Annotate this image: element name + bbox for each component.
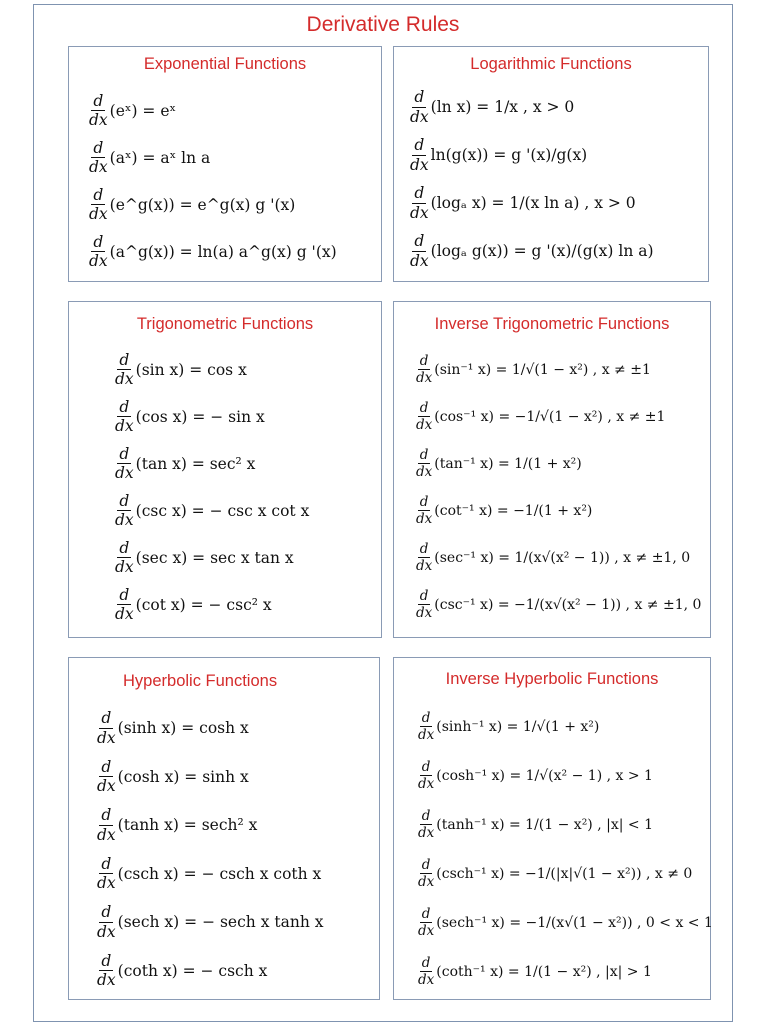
rule-list xyxy=(113,346,375,628)
ddx-operator: $\frac{d}{dx}$ xyxy=(418,709,435,743)
rule-expression: (sin⁻¹ x) = 1/√(1 − x²) , x ≠ ±1 xyxy=(434,361,651,378)
ddx-operator: $\frac{d}{dx}$ xyxy=(97,709,116,747)
rule-expression: (coth⁻¹ x) = 1/(1 − x²) , |x| > 1 xyxy=(436,963,652,980)
rule xyxy=(408,179,706,227)
ddx-operator: $\frac{d}{dx}$ xyxy=(89,185,108,223)
rule-expression: (csc⁻¹ x) = −1/(x√(x² − 1)) , x ≠ ±1, 0 xyxy=(434,596,702,613)
section-title: Inverse Hyperbolic Functions xyxy=(445,670,659,688)
rule-expression: (sec⁻¹ x) = 1/(x√(x² − 1)) , x ≠ ±1, 0 xyxy=(434,549,691,566)
rule xyxy=(408,83,706,131)
ddx-operator: $\frac{d}{dx}$ xyxy=(115,444,134,482)
derivative-rules-sheet xyxy=(33,4,733,1022)
ddx-operator: $\frac{d}{dx}$ xyxy=(115,350,134,388)
rule xyxy=(416,849,708,898)
rule-expression: (cot x) = − csc² x xyxy=(135,595,272,614)
rule-expression: (cos x) = − sin x xyxy=(135,407,265,426)
rule-list xyxy=(408,83,706,275)
ddx-operator: $\frac{d}{dx}$ xyxy=(115,538,134,576)
rule-expression: (a^g(x)) = ln(a) a^g(x) g '(x) xyxy=(109,242,337,261)
ddx-operator: $\frac{d}{dx}$ xyxy=(418,905,435,939)
section-title: Hyperbolic Functions xyxy=(123,672,278,690)
rule-expression: (eˣ) = eˣ xyxy=(109,101,177,120)
section-logarithmic xyxy=(393,46,709,282)
rule xyxy=(87,134,377,181)
rule-expression: (sinh⁻¹ x) = 1/√(1 + x²) xyxy=(436,718,600,735)
rule-expression: (cosh⁻¹ x) = 1/√(x² − 1) , x > 1 xyxy=(436,767,653,784)
ddx-operator: $\frac{d}{dx}$ xyxy=(416,399,433,433)
rule-expression: (tanh x) = sech² x xyxy=(117,816,258,835)
rule-expression: (coth x) = − csch x xyxy=(117,961,268,980)
section-title: Logarithmic Functions xyxy=(470,55,632,73)
ddx-operator: $\frac{d}{dx}$ xyxy=(418,758,435,792)
ddx-operator: $\frac{d}{dx}$ xyxy=(410,232,429,270)
rule xyxy=(113,393,375,440)
rule xyxy=(87,87,377,134)
ddx-operator: $\frac{d}{dx}$ xyxy=(416,352,433,386)
rule xyxy=(95,753,377,802)
rule xyxy=(416,947,708,996)
page-title: Derivative Rules xyxy=(306,13,460,36)
rule xyxy=(113,346,375,393)
rule-expression: (logₐ x) = 1/(x ln a) , x > 0 xyxy=(430,194,636,212)
ddx-operator: $\frac{d}{dx}$ xyxy=(89,138,108,176)
ddx-operator: $\frac{d}{dx}$ xyxy=(97,854,116,893)
rule xyxy=(416,898,713,947)
rule-list xyxy=(87,87,377,275)
rule xyxy=(414,346,708,393)
section-hyperbolic xyxy=(68,657,380,1000)
section-inverse-trigonometric xyxy=(393,301,711,638)
rule-expression: (csc x) = − csc x cot x xyxy=(135,501,310,520)
ddx-operator: $\frac{d}{dx}$ xyxy=(97,757,116,796)
ddx-operator: $\frac{d}{dx}$ xyxy=(418,856,435,890)
ddx-operator: $\frac{d}{dx}$ xyxy=(89,232,108,270)
ddx-operator: $\frac{d}{dx}$ xyxy=(115,397,134,435)
ddx-operator: $\frac{d}{dx}$ xyxy=(416,446,433,480)
ddx-operator: $\frac{d}{dx}$ xyxy=(97,903,116,941)
rule-expression: (sin x) = cos x xyxy=(135,360,247,379)
ddx-operator: $\frac{d}{dx}$ xyxy=(416,540,433,574)
ddx-operator: $\frac{d}{dx}$ xyxy=(410,136,429,174)
rule-expression: (csch⁻¹ x) = −1/(|x|√(1 − x²)) , x ≠ 0 xyxy=(436,865,693,882)
rule-expression: ln(g(x)) = g '(x)/g(x) xyxy=(430,146,588,164)
rule-expression: (logₐ g(x)) = g '(x)/(g(x) ln a) xyxy=(430,242,654,260)
rule-expression: (sech x) = − sech x tanh x xyxy=(117,913,324,932)
rule-expression: (tan⁻¹ x) = 1/(1 + x²) xyxy=(434,455,582,472)
rule-expression: (e^g(x)) = e^g(x) g '(x) xyxy=(109,195,296,214)
ddx-operator: $\frac{d}{dx}$ xyxy=(89,91,108,129)
rule-expression: (tan x) = sec² x xyxy=(135,454,256,473)
rule-expression: (cos⁻¹ x) = −1/√(1 − x²) , x ≠ ±1 xyxy=(434,408,666,425)
rule-expression: (sinh x) = cosh x xyxy=(117,719,249,738)
rule-list xyxy=(416,702,713,996)
rule-expression: (ln x) = 1/x , x > 0 xyxy=(430,98,575,116)
rule xyxy=(113,440,375,487)
rule-expression: (tanh⁻¹ x) = 1/(1 − x²) , |x| < 1 xyxy=(436,816,653,833)
rule xyxy=(95,801,377,850)
rule-expression: (cosh x) = sinh x xyxy=(117,767,249,786)
ddx-operator: $\frac{d}{dx}$ xyxy=(115,491,134,529)
rule xyxy=(87,181,377,228)
rule xyxy=(95,704,377,753)
rule xyxy=(414,534,708,581)
rule xyxy=(408,227,706,275)
ddx-operator: $\frac{d}{dx}$ xyxy=(97,951,116,990)
rule xyxy=(113,581,375,628)
section-title: Trigonometric Functions xyxy=(136,315,314,333)
section-title: Inverse Trigonometric Functions xyxy=(434,315,670,333)
ddx-operator: $\frac{d}{dx}$ xyxy=(410,184,429,222)
rule xyxy=(95,898,377,947)
rule xyxy=(416,800,708,849)
ddx-operator: $\frac{d}{dx}$ xyxy=(97,806,116,844)
rule xyxy=(95,947,377,996)
rule xyxy=(416,751,708,800)
rule xyxy=(414,393,708,440)
ddx-operator: $\frac{d}{dx}$ xyxy=(418,807,435,841)
ddx-operator: $\frac{d}{dx}$ xyxy=(410,88,429,126)
rule xyxy=(87,228,377,275)
rule xyxy=(414,581,708,628)
rule xyxy=(113,534,375,581)
rule xyxy=(414,487,708,534)
ddx-operator: $\frac{d}{dx}$ xyxy=(115,585,134,623)
rule-list xyxy=(95,704,377,995)
ddx-operator: $\frac{d}{dx}$ xyxy=(416,493,433,527)
section-trigonometric xyxy=(68,301,382,638)
section-exponential xyxy=(68,46,382,282)
rule-expression: (aˣ) = aˣ ln a xyxy=(109,148,211,167)
ddx-operator: $\frac{d}{dx}$ xyxy=(416,587,433,621)
rule xyxy=(416,702,708,751)
rule xyxy=(113,487,375,534)
section-title: Exponential Functions xyxy=(143,55,307,73)
rule-expression: (cot⁻¹ x) = −1/(1 + x²) xyxy=(434,502,593,519)
rule-expression: (csch x) = − csch x coth x xyxy=(117,864,322,883)
ddx-operator: $\frac{d}{dx}$ xyxy=(418,954,435,988)
rule-expression: (sec x) = sec x tan x xyxy=(135,548,294,567)
rule xyxy=(408,131,706,179)
rule xyxy=(414,440,708,487)
rule xyxy=(95,850,377,899)
rule-expression: (sech⁻¹ x) = −1/(x√(1 − x²)) , 0 < x < 1 xyxy=(436,914,713,931)
rule-list xyxy=(414,346,708,628)
section-inverse-hyperbolic xyxy=(393,657,711,1000)
